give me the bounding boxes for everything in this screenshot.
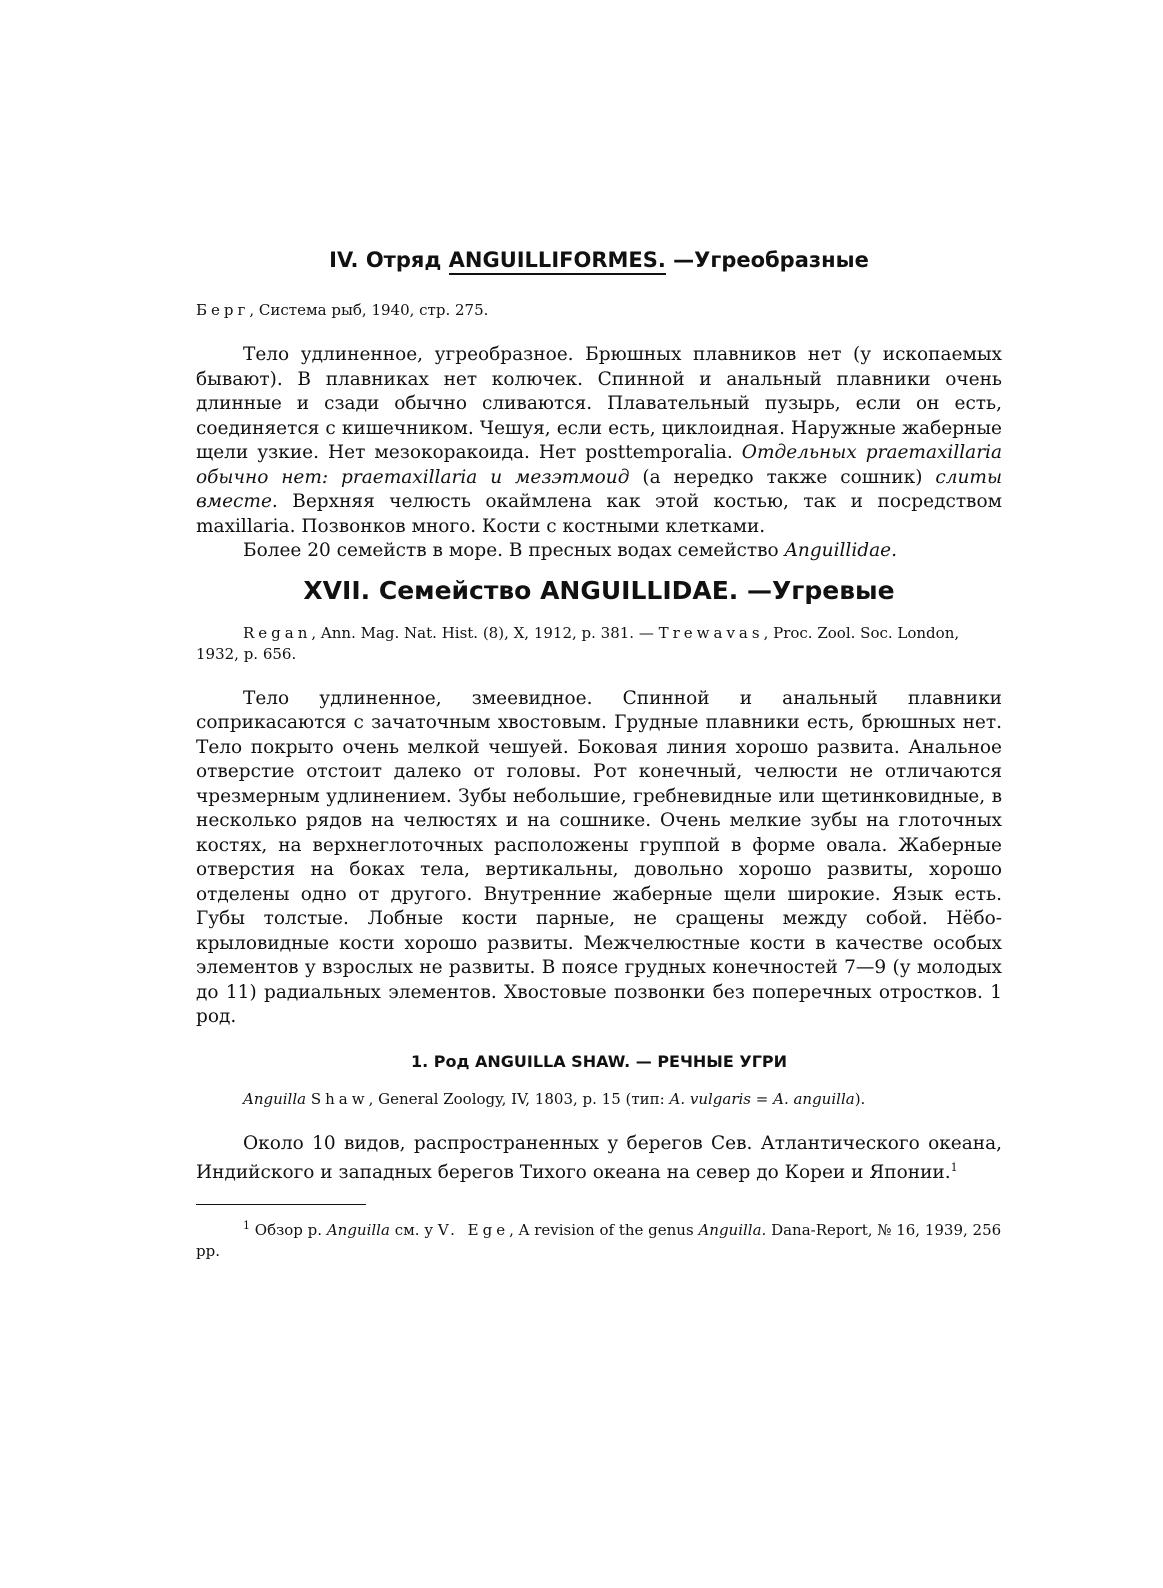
- genus-common-name: РЕЧНЫЕ УГРИ: [657, 1051, 788, 1071]
- order-description: [196, 343, 1002, 539]
- footnote: [196, 1215, 1002, 1262]
- desc-text: Около 10 видов, распространенных у берегов Сев. Атлантического океана, Индийского и западных берегов Тихого океана на север до Кореи и Японии.: [196, 1132, 1002, 1184]
- family-name: ANGUILLIDAE.: [540, 575, 739, 605]
- footnote-text: см. у: [389, 1220, 438, 1239]
- desc-text: (а нередко также сошник): [629, 466, 936, 488]
- ref-text: , Proc. Zool. Soc. London, 1932, p. 656.: [196, 623, 960, 663]
- ref-italic: A. anguilla: [773, 1089, 855, 1108]
- ref-author: Shaw: [310, 1089, 369, 1108]
- genus-dash: —: [635, 1051, 652, 1071]
- family-number: XVII.: [303, 575, 371, 605]
- footnote-text: Dana-Report, № 16, 1939, 256 pp.: [196, 1220, 1002, 1260]
- genus-heading: [196, 1052, 1002, 1071]
- family-description: Тело удлиненное, змеевидное. Спинной и анальный плавники соприкасаются с зачаточным хвостовым. Грудные плавники есть, брюшных нет. Тело покрыто очень мелкой чешуей. Боковая линия хорошо развита. Анальное отверстие отстоит далеко от головы. Рот конечный, челюсти не отличаются чрезмерным удлинением. Зубы небольшие, гребневидные или щетинковидные, в несколько рядов на челюстях и на сошнике. Очень мелкие зубы на глоточных костях, на верхнеглоточных расположены группой в форме овала. Жаберные отверстия на боках тела, вертикальны, довольно хорошо развиты, хорошо отделены одно от другого. Внутренние жаберные щели широкие. Язык есть. Губы толстые. Лобные кости парные, не сращены между собой. Нёбо-крыловидные кости хорошо развиты. Межчелюстные кости в качестве особых элементов у взрослых не развиты. В поясе грудных конечностей 7—9 (у молодых до 11) радиальных элементов. Хвостовые позвонки без поперечных отростков. 1 род.: [196, 687, 1002, 1027]
- footnote-text: Обзор р.: [250, 1220, 327, 1239]
- order-common-name: Угреобразные: [694, 248, 869, 272]
- genus-author: SHAW.: [571, 1051, 631, 1071]
- footnote-divider: [196, 1204, 366, 1205]
- genus-number: 1.: [410, 1051, 429, 1071]
- order-name: ANGUILLIFORMES.: [449, 248, 666, 275]
- ref-text: , Ann. Mag. Nat. Hist. (8), X, 1912, p. 381. —: [311, 623, 659, 642]
- desc-italic: Anguillidae.: [784, 540, 897, 561]
- desc-text: Тело удлиненное, угреобразное. Брюшных плавников нет (у ископаемых бывают). В плавниках нет колючек. Спинной и анальный плавники очень длинные и сзади обычно сливаются. Плавательный пузырь, если он есть, соединяется с кишечником. Чешуя, если есть, циклоидная. Наружные жаберные щели узкие. Нет мезокоракоида. Нет posttemporalia.: [196, 344, 1002, 463]
- desc-italic: слиты вместе: [196, 466, 1003, 512]
- footnote-italic: Anguilla.: [698, 1220, 767, 1239]
- order-rank: Отряд: [365, 248, 442, 272]
- ref-italic: Anguilla: [243, 1089, 307, 1108]
- ref-author: Regan: [243, 623, 312, 642]
- footnote-marker[interactable]: 1: [950, 1161, 958, 1174]
- ref-text: ).: [854, 1089, 866, 1108]
- ref-italic: A. vulgaris: [669, 1089, 751, 1108]
- order-families-note: [196, 539, 1002, 564]
- family-dash: —: [747, 575, 773, 605]
- family-common-name: Угревые: [772, 575, 895, 605]
- desc-italic: Отдельных praemaxillaria обычно нет: praemaxillaria и мезэтмоид: [196, 442, 1002, 488]
- genus-reference: [196, 1089, 1002, 1110]
- ref-text: , General Zoology, IV, 1803, p. 15 (тип:: [368, 1089, 670, 1108]
- order-reference: [196, 300, 1002, 321]
- ref-text: =: [751, 1089, 774, 1108]
- order-heading: [196, 248, 1002, 272]
- footnote-text: , A revision of the genus: [509, 1220, 699, 1239]
- desc-text: . Верхняя челюсть окаймлена как этой костью, так и посредством maxillaria. Позвонков много. Кости с костными клетками.: [196, 491, 1002, 537]
- document-page: [196, 248, 1002, 1262]
- footnote-author: V. Ege: [437, 1220, 510, 1239]
- ref-author: Берг: [196, 301, 250, 319]
- desc-text: Более 20 семейств в море. В пресных водах семейство: [243, 540, 785, 561]
- genus-description: [196, 1132, 1002, 1186]
- family-reference: [196, 623, 1002, 665]
- ref-author: Trewavas: [658, 623, 764, 642]
- footnote-italic: Anguilla: [326, 1220, 390, 1239]
- ref-text: , Система рыб, 1940, стр. 275.: [249, 301, 489, 319]
- genus-name: ANGUILLA: [474, 1051, 566, 1071]
- family-rank: Семейство: [378, 575, 532, 605]
- footnote-number: 1: [243, 1218, 250, 1232]
- family-heading: [196, 576, 1002, 605]
- order-number: IV.: [329, 248, 359, 272]
- genus-rank: Род: [433, 1051, 470, 1071]
- order-dash: —: [673, 248, 695, 272]
